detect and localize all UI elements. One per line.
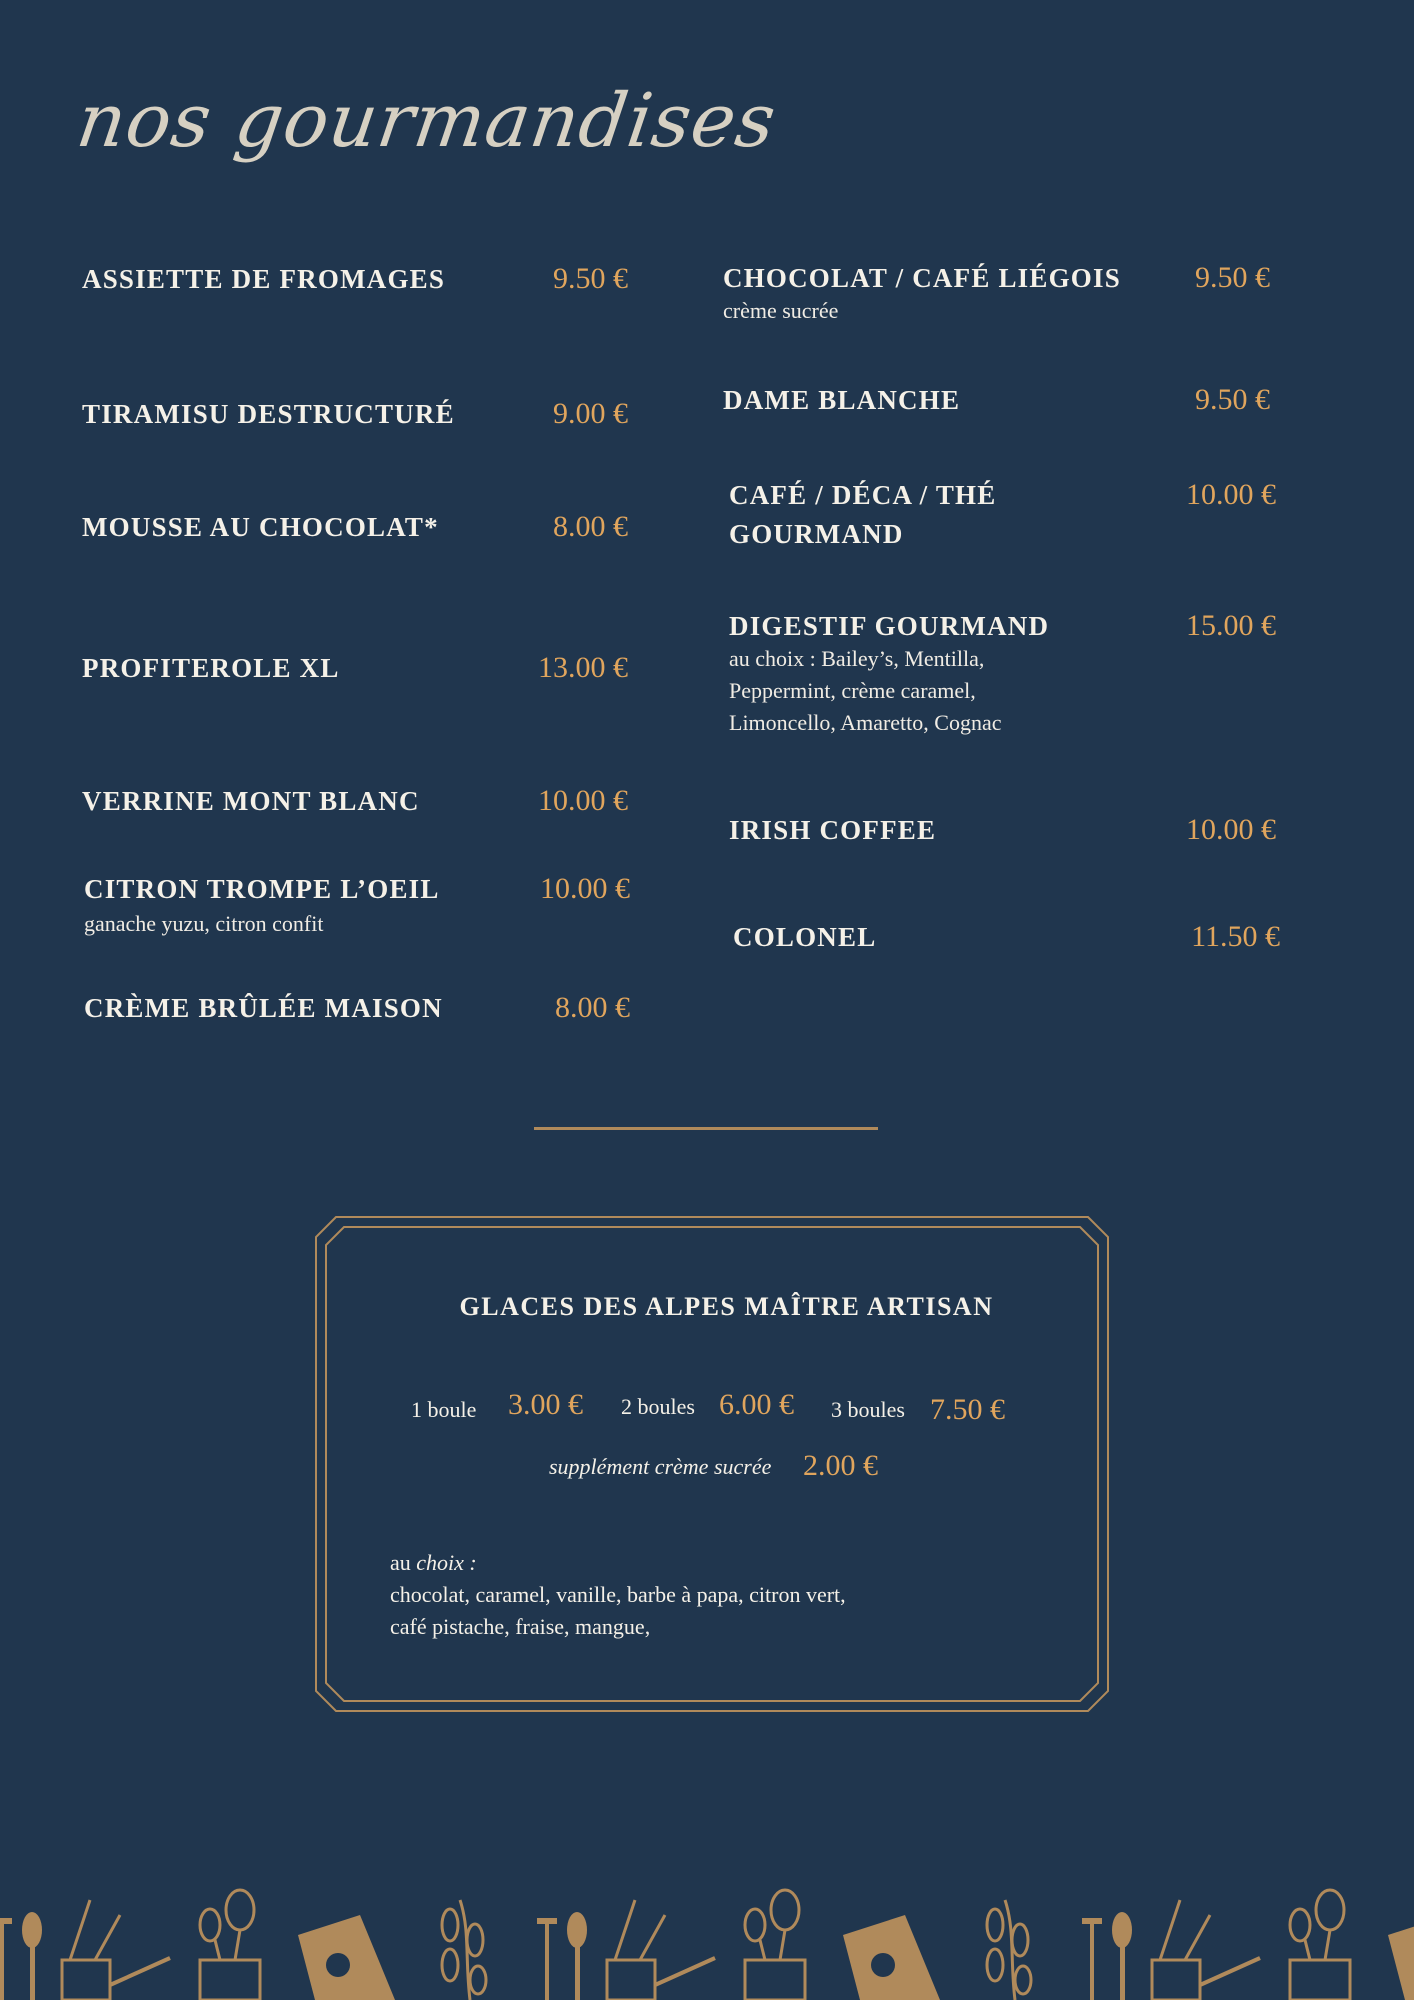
ice-cream-title: GLACES DES ALPES MAÎTRE ARTISAN <box>459 1292 994 1321</box>
flavors-list: chocolat, caramel, vanille, barbe à papa, citron vert, <box>390 1582 846 1607</box>
flavors-list: café pistache, fraise, mangue, <box>390 1614 651 1639</box>
menu-item-description: crème sucrée <box>723 298 839 323</box>
menu-item-description: Peppermint, crème caramel, <box>729 678 976 703</box>
menu-item-name: DIGESTIF GOURMAND <box>729 611 1050 641</box>
menu-item-price: 9.50 € <box>1195 261 1270 294</box>
page-title: nos gourmandises <box>71 78 782 164</box>
menu-item-name: TIRAMISU DESTRUCTURÉ <box>82 399 455 429</box>
scoop-price: 7.50 € <box>930 1393 1005 1426</box>
flavors-heading <box>390 1550 477 1576</box>
menu-item-name: ASSIETTE DE FROMAGES <box>82 264 446 294</box>
menu-item-price: 11.50 € <box>1191 920 1280 953</box>
scoop-label: 2 boules <box>621 1394 695 1419</box>
menu-item-description: ganache yuzu, citron confit <box>84 911 324 936</box>
flavors-prefix: au <box>390 1550 417 1575</box>
menu-item-name: CITRON TROMPE L’OEIL <box>84 874 440 904</box>
menu-item-name: CRÈME BRÛLÉE MAISON <box>84 993 443 1023</box>
menu-item-name: IRISH COFFEE <box>729 815 937 845</box>
scoop-price: 3.00 € <box>508 1388 583 1421</box>
menu-item-price: 10.00 € <box>1186 813 1276 846</box>
scoop-label: 3 boules <box>831 1397 905 1422</box>
menu-item-price: 9.50 € <box>553 262 628 295</box>
menu-item-price: 10.00 € <box>538 784 628 817</box>
kitchen-illustration-footer <box>0 1880 1414 2000</box>
menu-item-name: MOUSSE AU CHOCOLAT* <box>82 512 439 542</box>
menu-item-name: CAFÉ / DÉCA / THÉ <box>729 480 997 510</box>
menu-item-description: Limoncello, Amaretto, Cognac <box>729 710 1002 735</box>
menu-item-price: 10.00 € <box>1186 478 1276 511</box>
flavors-word: choix : <box>416 1550 477 1575</box>
menu-item-name: COLONEL <box>733 922 877 952</box>
menu-item-name: PROFITEROLE XL <box>82 653 340 683</box>
kitchen-utensils-icon <box>0 1890 486 2000</box>
menu-item-price: 8.00 € <box>553 510 628 543</box>
menu-item-name: GOURMAND <box>729 519 904 549</box>
scoop-label: 1 boule <box>411 1397 477 1422</box>
menu-item-name: VERRINE MONT BLANC <box>82 786 420 816</box>
supplement-price: 2.00 € <box>803 1449 878 1482</box>
menu-item-name: DAME BLANCHE <box>723 385 961 415</box>
menu-item-name: CHOCOLAT / CAFÉ LIÉGOIS <box>723 263 1121 293</box>
scoop-price: 6.00 € <box>719 1388 794 1421</box>
supplement-label: supplément crème sucrée <box>549 1454 772 1479</box>
menu-item-price: 9.50 € <box>1195 383 1270 416</box>
menu-item-price: 9.00 € <box>553 397 628 430</box>
menu-item-price: 10.00 € <box>540 872 630 905</box>
menu-item-price: 15.00 € <box>1186 609 1276 642</box>
section-divider <box>534 1127 878 1130</box>
menu-item-price: 8.00 € <box>555 991 630 1024</box>
menu-item-description: au choix : Bailey’s, Mentilla, <box>729 646 985 671</box>
menu-item-price: 13.00 € <box>538 651 628 684</box>
